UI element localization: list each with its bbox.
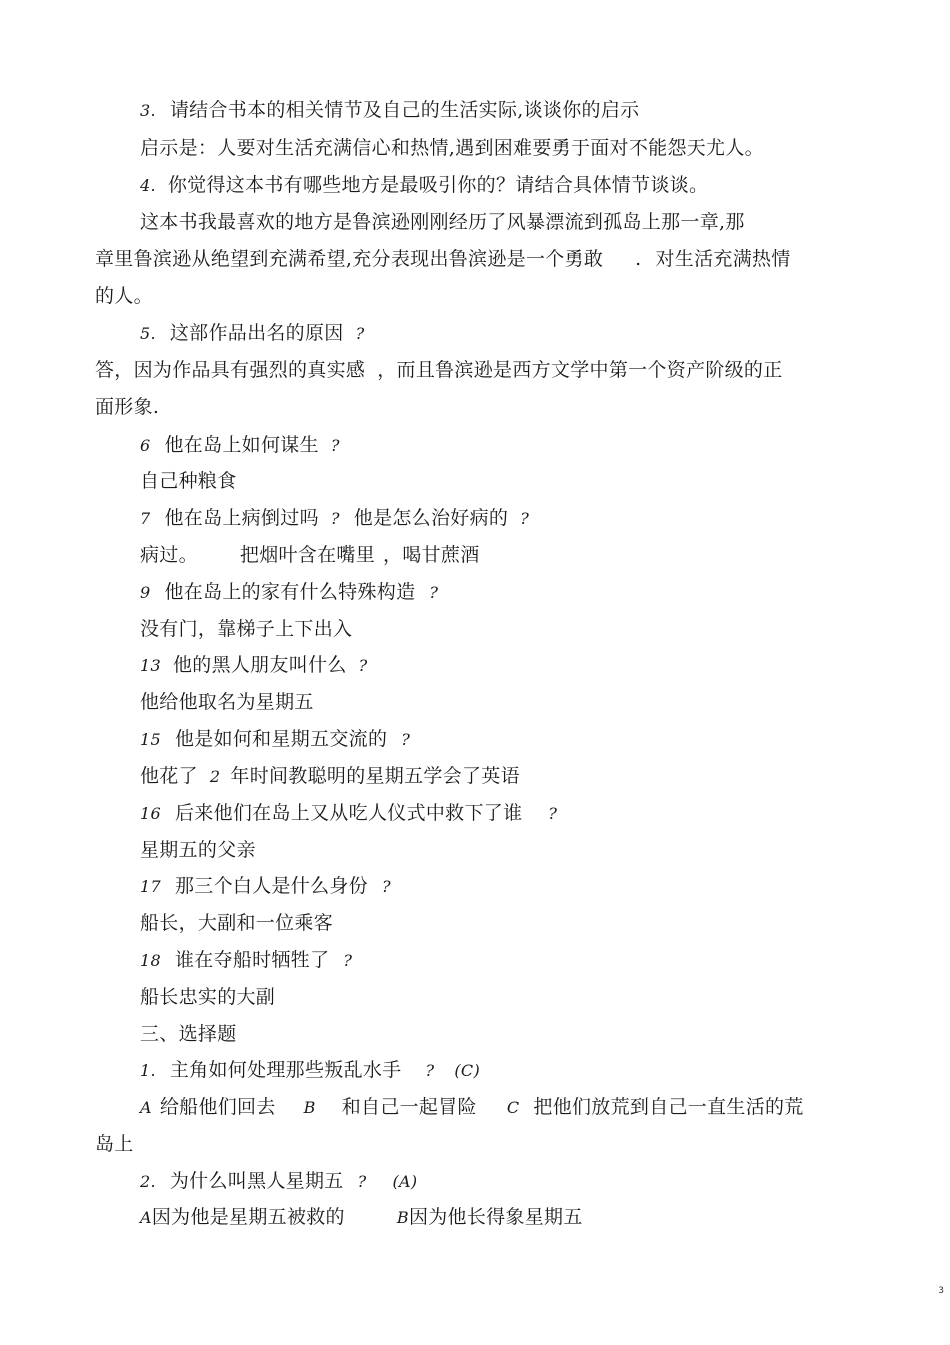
question-15: 15 他是如何和星期五交流的 ? <box>140 728 411 750</box>
question-4: 4. 你觉得这本书有哪些地方是最吸引你的？请结合具体情节谈谈。 <box>140 174 709 196</box>
answer-6: 自己种粮食 <box>140 470 237 492</box>
choice-question-2: 2. 为什么叫黑人星期五 ? (A) <box>140 1170 418 1192</box>
answer-5-line-2: 面形象. <box>95 396 160 418</box>
question-16: 16 后来他们在岛上又从吃人仪式中救下了谁 ? <box>140 802 558 824</box>
question-18: 18 谁在夺船时牺牲了 ? <box>140 949 353 971</box>
question-7: 7 他在岛上病倒过吗 ? 他是怎么治好病的 ? <box>140 507 530 529</box>
answer-13: 他给他取名为星期五 <box>140 691 314 713</box>
answer-3: 启示是：人要对生活充满信心和热情,遇到困难要勇于面对不能怨天尤人。 <box>140 137 764 159</box>
answer-7: 病过。 把烟叶含在嘴里 ，喝甘蔗酒 <box>140 544 480 566</box>
answer-4-line-1: 这本书我最喜欢的地方是鲁滨逊刚刚经历了风暴漂流到孤岛上那一章,那 <box>140 211 745 233</box>
question-13: 13 他的黑人朋友叫什么 ? <box>140 654 368 676</box>
answer-4-line-3: 的人。 <box>95 285 153 307</box>
answer-18: 船长忠实的大副 <box>140 986 276 1008</box>
answer-9: 没有门，靠梯子上下出入 <box>140 618 353 640</box>
section-heading: 三、选择题 <box>140 1023 237 1045</box>
question-6: 6 他在岛上如何谋生 ? <box>140 434 340 456</box>
question-3: 3. 请结合书本的相关情节及自己的生活实际,谈谈你的启示 <box>140 99 640 121</box>
question-17: 17 那三个白人是什么身份 ? <box>140 875 391 897</box>
choice-options-1: A 给船他们回去 B 和自己一起冒险 C 把他们放荒到自己一直生活的荒 <box>140 1096 804 1118</box>
answer-17: 船长，大副和一位乘客 <box>140 912 334 934</box>
answer-5-line-1: 答，因为作品具有强烈的真实感 ，而且鲁滨逊是西方文学中第一个资产阶级的正 <box>95 359 783 381</box>
choice-options-2: A因为他是星期五被救的 B因为他长得象星期五 <box>140 1206 583 1228</box>
question-9: 9 他在岛上的家有什么特殊构造 ? <box>140 581 439 603</box>
answer-16: 星期五的父亲 <box>140 839 256 861</box>
choice-question-1: 1. 主角如何处理那些叛乱水手 ? (C) <box>140 1059 481 1081</box>
question-5: 5. 这部作品出名的原因 ? <box>140 322 365 344</box>
answer-15: 他花了 2 年时间教聪明的星期五学会了英语 <box>140 765 520 787</box>
page-number: 3 <box>938 1286 944 1296</box>
choice-options-1-cont: 岛上 <box>95 1133 134 1155</box>
answer-4-line-2: 章里鲁滨逊从绝望到充满希望,充分表现出鲁滨逊是一个勇敢 . 对生活充满热情 <box>95 248 791 270</box>
